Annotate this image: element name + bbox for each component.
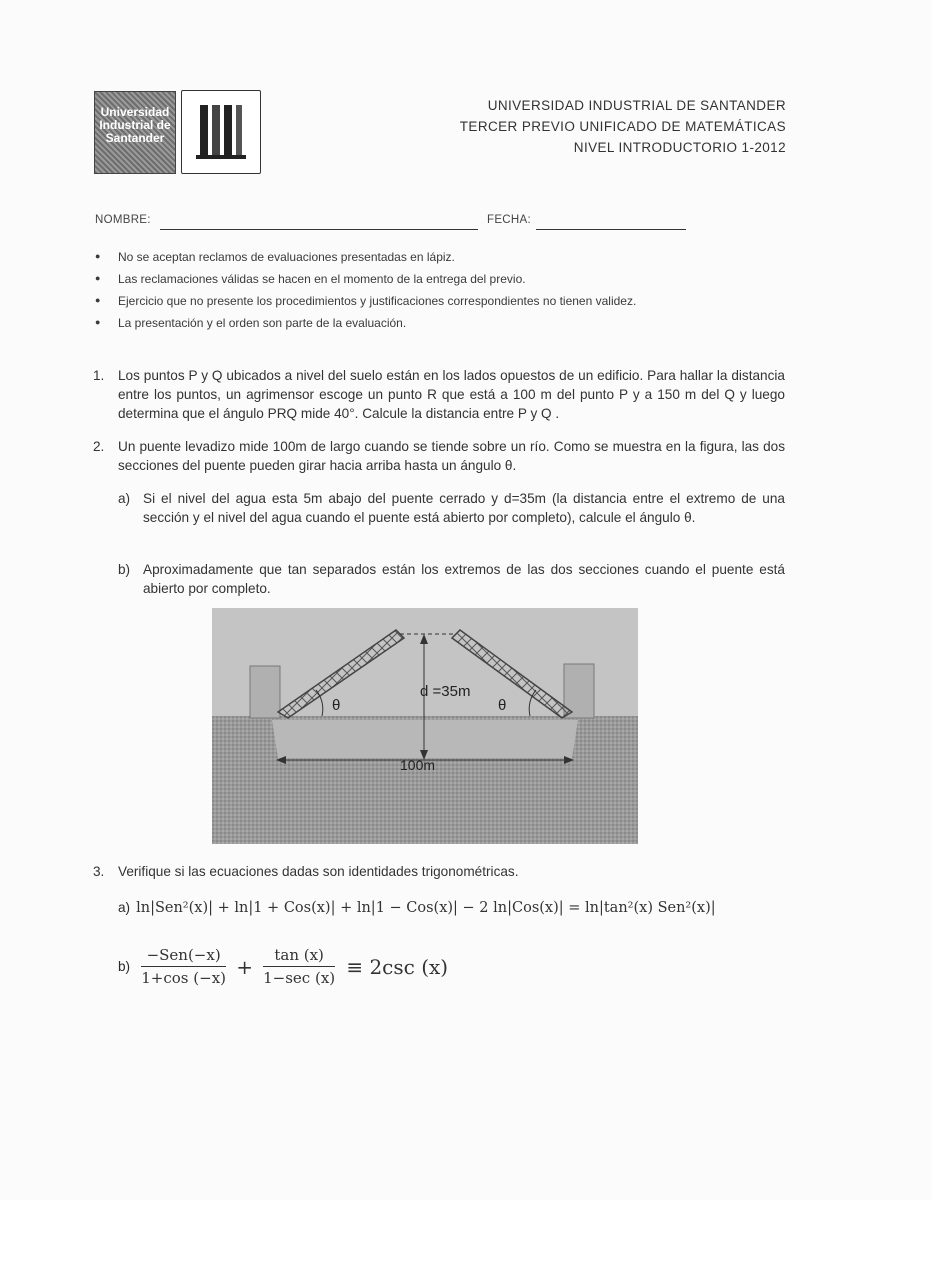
rule-text: Las reclamaciones válidas se hacen en el momento de la entrega del previo.: [118, 272, 526, 286]
rule-item: [95, 294, 815, 316]
subquestion-label: b): [118, 959, 131, 974]
subquestion-label: a): [118, 491, 131, 506]
subquestion-text: Si el nivel del agua esta 5m abajo del puente cerrado y d=35m (la distancia entre el extremo de una sección y el nivel del agua cuando el puente está abierto por completo), calcule el ángulo θ.: [143, 491, 785, 525]
question-number: 3.: [93, 864, 105, 879]
header-university: UNIVERSIDAD INDUSTRIAL DE SANTANDER: [487, 98, 786, 113]
rule-text: No se aceptan reclamos de evaluaciones presentadas en lápiz.: [118, 250, 455, 264]
logo-text-line1: Universidad: [100, 105, 170, 119]
equation-a: ln|Sen²(x)| + ln|1 + Cos(x)| + ln|1 − Cos(x)| − 2 ln|Cos(x)| = ln|tan²(x) Sen²(x)|: [136, 900, 716, 916]
question-number: 1.: [93, 368, 105, 383]
name-label: NOMBRE:: [95, 214, 151, 226]
logo-text-line2: Industrial de: [99, 118, 171, 132]
subquestion-label: b): [118, 562, 131, 577]
bullet-icon: ●: [95, 273, 101, 283]
question-3b: [118, 946, 448, 987]
bullet-icon: ●: [95, 317, 101, 327]
bullet-icon: ●: [95, 251, 101, 261]
uis-emblem-logo: [181, 90, 261, 174]
question-text: Los puntos P y Q ubicados a nivel del suelo están en los lados opuestos de un edificio. Para hallar la distancia entre los puntos, un agrimensor escoge un punto R que está a 100 m del punto P y a 150 m del Q y luego determina que el ángulo PRQ mide 40°. Calcule la distancia entre P y Q .: [118, 368, 785, 421]
fraction-2: [263, 946, 335, 987]
question-number: 2.: [93, 439, 105, 454]
name-field-line[interactable]: [160, 229, 478, 230]
rule-item: [95, 250, 815, 272]
university-logo: [94, 91, 176, 174]
header-exam-title: TERCER PREVIO UNIFICADO DE MATEMÁTICAS: [459, 119, 786, 134]
rules-list: [95, 250, 815, 338]
length-label: 100m: [400, 757, 436, 773]
theta-left-label: θ: [332, 697, 341, 714]
rule-text: La presentación y el orden son parte de la evaluación.: [118, 316, 407, 330]
fraction-2-denominator: 1−sec (x): [263, 969, 336, 987]
d-label: d =35m: [420, 683, 471, 700]
fraction-2-numerator: tan (x): [263, 946, 335, 967]
blank-bottom-area: [0, 1200, 931, 1280]
date-label: FECHA:: [487, 214, 531, 226]
subquestion-text: Aproximadamente que tan separados están los extremos de las dos secciones cuando el puente está abierto por completo.: [143, 562, 785, 596]
drawbridge-figure: [212, 608, 638, 844]
theta-right-label: θ: [498, 697, 507, 714]
equation-b-rhs: ≡ 2csc (x): [346, 954, 449, 979]
question-text: Verifique si las ecuaciones dadas son identidades trigonométricas.: [118, 864, 519, 879]
header-level: NIVEL INTRODUCTORIO 1-2012: [573, 140, 786, 155]
rule-item: [95, 272, 815, 294]
rule-item: [95, 316, 815, 338]
left-tower: [250, 666, 280, 718]
fraction-1-denominator: 1+cos (−x): [141, 969, 227, 987]
logo-text-line3: Santander: [105, 131, 165, 145]
fraction-1-numerator: −Sen(−x): [141, 946, 226, 967]
fraction-1: [141, 946, 226, 987]
question-3a: [118, 900, 716, 916]
date-field-line[interactable]: [536, 229, 686, 230]
logo-text: [99, 106, 171, 145]
plus-sign: +: [236, 954, 253, 979]
rule-text: Ejercicio que no presente los procedimientos y justificaciones correspondientes no tienen validez.: [118, 294, 637, 308]
question-text: Un puente levadizo mide 100m de largo cuando se tiende sobre un río. Como se muestra en la figura, las dos secciones del puente pueden girar hacia arriba hasta un ángulo θ.: [118, 439, 785, 473]
bullet-icon: ●: [95, 295, 101, 305]
subquestion-label: a): [118, 900, 131, 915]
